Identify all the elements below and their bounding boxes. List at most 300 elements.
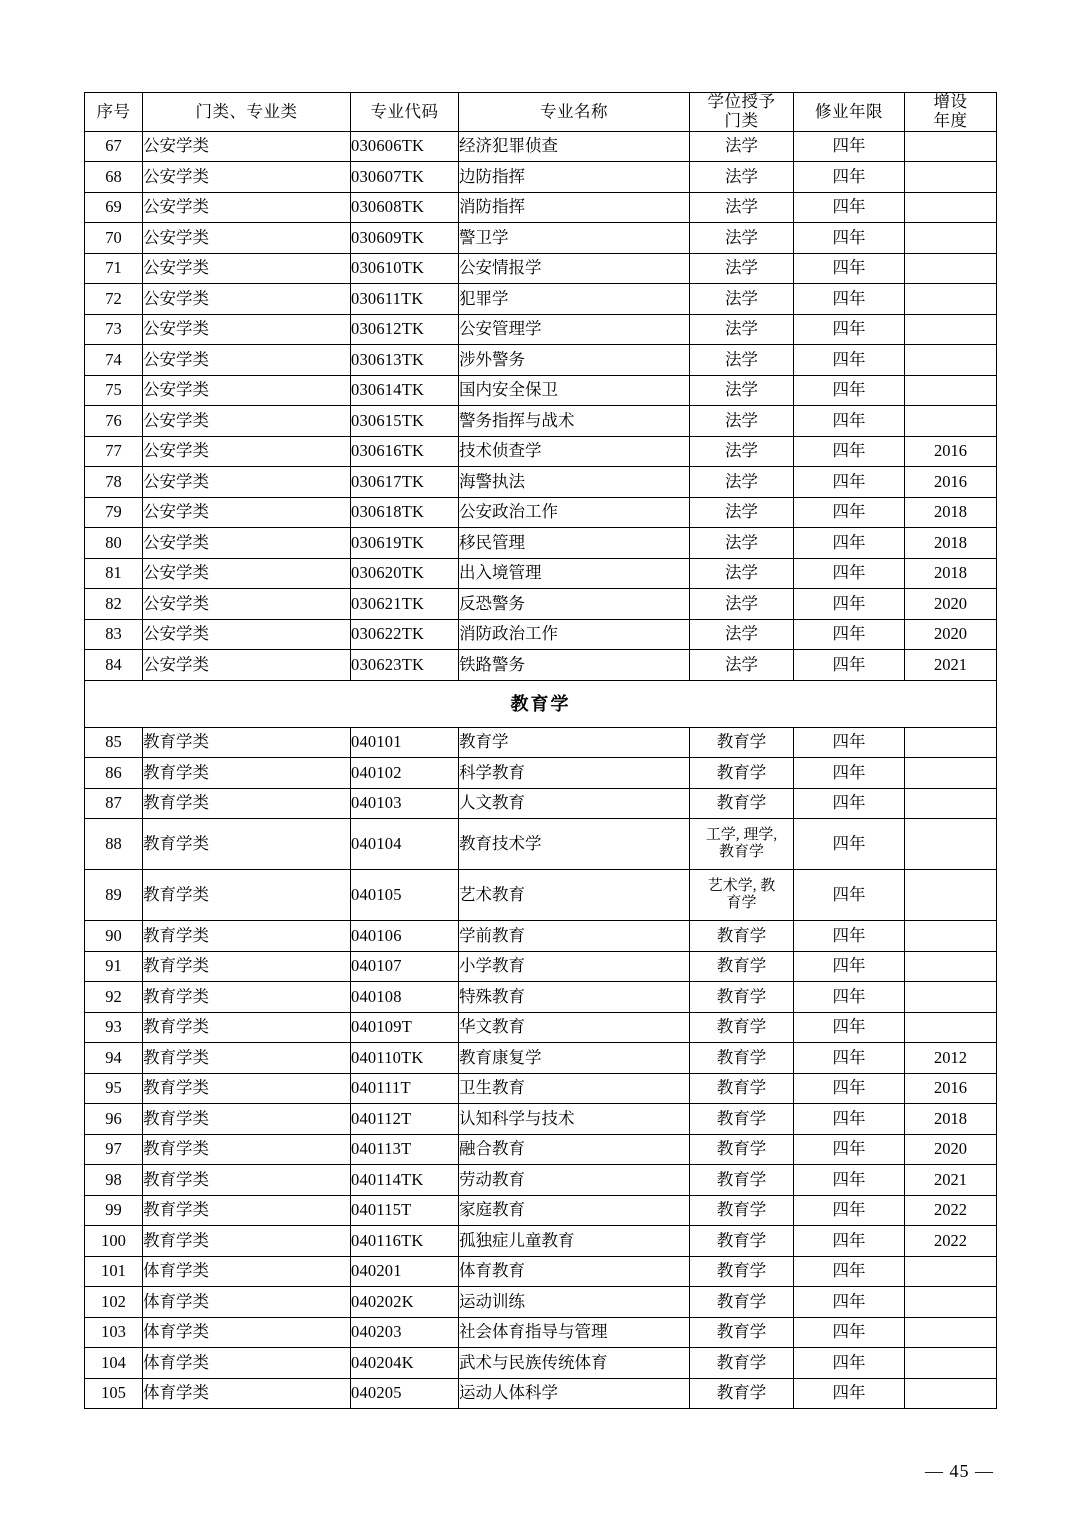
cell-degree: 法学	[690, 345, 794, 376]
cell-degree: 教育学	[690, 1226, 794, 1257]
cell-degree: 法学	[690, 436, 794, 467]
cell-seq: 67	[85, 131, 143, 162]
cell-years: 四年	[794, 1348, 905, 1379]
cell-degree: 法学	[690, 375, 794, 406]
cell-code: 030623TK	[351, 650, 459, 681]
cell-years: 四年	[794, 345, 905, 376]
table-row	[85, 819, 997, 870]
cell-added-year	[905, 406, 997, 437]
cell-added-year: 2020	[905, 589, 997, 620]
cell-seq: 82	[85, 589, 143, 620]
cell-code: 040111T	[351, 1073, 459, 1104]
cell-category: 公安学类	[143, 162, 351, 193]
cell-seq: 88	[85, 819, 143, 870]
cell-added-year	[905, 951, 997, 982]
cell-name: 公安管理学	[459, 314, 690, 345]
table-row	[85, 192, 997, 223]
cell-added-year: 2016	[905, 467, 997, 498]
cell-degree: 法学	[690, 314, 794, 345]
cell-category: 公安学类	[143, 436, 351, 467]
cell-seq: 98	[85, 1165, 143, 1196]
page-number: — 45 —	[925, 1461, 994, 1481]
header-added-line1: 增设	[933, 92, 968, 111]
cell-category: 教育学类	[143, 819, 351, 870]
cell-name: 移民管理	[459, 528, 690, 559]
cell-category: 教育学类	[143, 788, 351, 819]
table-row	[85, 406, 997, 437]
cell-degree-line: 教育学	[718, 844, 764, 861]
cell-degree: 法学	[690, 528, 794, 559]
cell-seq: 71	[85, 253, 143, 284]
header-added	[905, 93, 997, 132]
cell-years: 四年	[794, 467, 905, 498]
table-row	[85, 1287, 997, 1318]
cell-code: 040202K	[351, 1287, 459, 1318]
cell-added-year: 2018	[905, 558, 997, 589]
table-row	[85, 497, 997, 528]
cell-seq: 77	[85, 436, 143, 467]
table-row	[85, 727, 997, 758]
cell-years: 四年	[794, 1287, 905, 1318]
cell-seq: 91	[85, 951, 143, 982]
cell-category: 教育学类	[143, 1073, 351, 1104]
cell-seq: 85	[85, 727, 143, 758]
cell-name: 学前教育	[459, 921, 690, 952]
cell-seq: 92	[85, 982, 143, 1013]
cell-years: 四年	[794, 1195, 905, 1226]
cell-added-year	[905, 162, 997, 193]
header-category: 门类、专业类	[143, 93, 351, 132]
cell-degree-line: 艺术学, 教	[707, 877, 776, 894]
cell-years: 四年	[794, 1317, 905, 1348]
cell-seq: 87	[85, 788, 143, 819]
cell-years: 四年	[794, 589, 905, 620]
cell-added-year	[905, 1287, 997, 1318]
cell-seq: 81	[85, 558, 143, 589]
cell-added-year	[905, 819, 997, 870]
cell-added-year	[905, 345, 997, 376]
table-body	[85, 131, 997, 1409]
cell-seq: 86	[85, 758, 143, 789]
header-degree-line1: 学位授予	[707, 92, 776, 111]
table-row	[85, 951, 997, 982]
cell-degree: 法学	[690, 558, 794, 589]
cell-code: 030620TK	[351, 558, 459, 589]
cell-name: 经济犯罪侦查	[459, 131, 690, 162]
cell-years: 四年	[794, 1134, 905, 1165]
cell-name: 反恐警务	[459, 589, 690, 620]
cell-category: 公安学类	[143, 467, 351, 498]
cell-name: 融合教育	[459, 1134, 690, 1165]
table-row	[85, 982, 997, 1013]
cell-years: 四年	[794, 921, 905, 952]
table-row	[85, 467, 997, 498]
cell-category: 教育学类	[143, 1043, 351, 1074]
cell-category: 体育学类	[143, 1317, 351, 1348]
cell-name: 警卫学	[459, 223, 690, 254]
table-row	[85, 1012, 997, 1043]
cell-added-year	[905, 1348, 997, 1379]
cell-added-year: 2018	[905, 497, 997, 528]
cell-name: 卫生教育	[459, 1073, 690, 1104]
cell-degree: 教育学	[690, 982, 794, 1013]
cell-added-year	[905, 727, 997, 758]
cell-code: 030611TK	[351, 284, 459, 315]
cell-years: 四年	[794, 982, 905, 1013]
table-header	[85, 93, 997, 132]
cell-degree: 教育学	[690, 727, 794, 758]
cell-name: 消防指挥	[459, 192, 690, 223]
cell-degree-line: 育学	[726, 895, 757, 912]
cell-added-year: 2018	[905, 1104, 997, 1135]
cell-code: 040113T	[351, 1134, 459, 1165]
cell-added-year: 2021	[905, 650, 997, 681]
cell-degree: 教育学	[690, 1287, 794, 1318]
table-row	[85, 589, 997, 620]
cell-name: 人文教育	[459, 788, 690, 819]
cell-category: 教育学类	[143, 870, 351, 921]
cell-seq: 72	[85, 284, 143, 315]
cell-name: 教育学	[459, 727, 690, 758]
cell-added-year	[905, 788, 997, 819]
cell-seq: 90	[85, 921, 143, 952]
cell-seq: 95	[85, 1073, 143, 1104]
cell-name: 社会体育指导与管理	[459, 1317, 690, 1348]
cell-seq: 70	[85, 223, 143, 254]
cell-name: 犯罪学	[459, 284, 690, 315]
cell-code: 030622TK	[351, 619, 459, 650]
header-seq: 序号	[85, 93, 143, 132]
cell-seq: 102	[85, 1287, 143, 1318]
cell-name: 出入境管理	[459, 558, 690, 589]
cell-name: 公安情报学	[459, 253, 690, 284]
cell-category: 教育学类	[143, 1012, 351, 1043]
cell-name: 华文教育	[459, 1012, 690, 1043]
cell-years: 四年	[794, 406, 905, 437]
cell-degree: 教育学	[690, 1256, 794, 1287]
cell-years: 四年	[794, 1073, 905, 1104]
cell-seq: 97	[85, 1134, 143, 1165]
cell-years: 四年	[794, 1226, 905, 1257]
cell-name: 国内安全保卫	[459, 375, 690, 406]
table-row	[85, 375, 997, 406]
table-row	[85, 1134, 997, 1165]
cell-name: 消防政治工作	[459, 619, 690, 650]
cell-category: 教育学类	[143, 727, 351, 758]
cell-degree: 教育学	[690, 758, 794, 789]
cell-category: 公安学类	[143, 528, 351, 559]
cell-degree: 教育学	[690, 1378, 794, 1409]
cell-degree: 教育学	[690, 1134, 794, 1165]
cell-degree: 教育学	[690, 1348, 794, 1379]
cell-category: 公安学类	[143, 375, 351, 406]
cell-seq: 105	[85, 1378, 143, 1409]
cell-added-year	[905, 284, 997, 315]
header-code: 专业代码	[351, 93, 459, 132]
cell-years: 四年	[794, 1165, 905, 1196]
cell-name: 小学教育	[459, 951, 690, 982]
cell-name: 认知科学与技术	[459, 1104, 690, 1135]
cell-code: 030608TK	[351, 192, 459, 223]
cell-added-year	[905, 870, 997, 921]
cell-code: 030619TK	[351, 528, 459, 559]
header-added-line2: 年度	[933, 110, 968, 130]
cell-name: 孤独症儿童教育	[459, 1226, 690, 1257]
cell-code: 030621TK	[351, 589, 459, 620]
cell-degree: 教育学	[690, 1073, 794, 1104]
cell-code: 030618TK	[351, 497, 459, 528]
cell-name: 家庭教育	[459, 1195, 690, 1226]
table-row	[85, 436, 997, 467]
cell-degree: 法学	[690, 467, 794, 498]
table-row	[85, 1378, 997, 1409]
cell-category: 公安学类	[143, 192, 351, 223]
table-row	[85, 1226, 997, 1257]
cell-added-year	[905, 1317, 997, 1348]
cell-added-year	[905, 758, 997, 789]
cell-seq: 79	[85, 497, 143, 528]
table-row	[85, 650, 997, 681]
cell-years: 四年	[794, 758, 905, 789]
cell-category: 公安学类	[143, 253, 351, 284]
cell-category: 公安学类	[143, 558, 351, 589]
cell-years: 四年	[794, 558, 905, 589]
table-row	[85, 1104, 997, 1135]
cell-category: 教育学类	[143, 1226, 351, 1257]
cell-category: 公安学类	[143, 497, 351, 528]
cell-category: 公安学类	[143, 284, 351, 315]
cell-name: 边防指挥	[459, 162, 690, 193]
cell-added-year: 2016	[905, 436, 997, 467]
cell-category: 公安学类	[143, 314, 351, 345]
cell-category: 教育学类	[143, 1195, 351, 1226]
cell-category: 公安学类	[143, 131, 351, 162]
cell-degree: 法学	[690, 253, 794, 284]
cell-added-year	[905, 192, 997, 223]
cell-category: 教育学类	[143, 1104, 351, 1135]
cell-code: 030615TK	[351, 406, 459, 437]
cell-degree: 法学	[690, 650, 794, 681]
cell-seq: 83	[85, 619, 143, 650]
cell-code: 040201	[351, 1256, 459, 1287]
cell-years: 四年	[794, 192, 905, 223]
cell-seq: 104	[85, 1348, 143, 1379]
cell-added-year: 2022	[905, 1226, 997, 1257]
cell-seq: 80	[85, 528, 143, 559]
cell-name: 劳动教育	[459, 1165, 690, 1196]
cell-added-year	[905, 1378, 997, 1409]
cell-code: 040105	[351, 870, 459, 921]
cell-code: 030613TK	[351, 345, 459, 376]
cell-code: 040102	[351, 758, 459, 789]
cell-category: 体育学类	[143, 1348, 351, 1379]
cell-code: 040114TK	[351, 1165, 459, 1196]
cell-seq: 93	[85, 1012, 143, 1043]
cell-degree: 法学	[690, 284, 794, 315]
cell-category: 公安学类	[143, 589, 351, 620]
cell-degree: 教育学	[690, 788, 794, 819]
table-row	[85, 1195, 997, 1226]
cell-years: 四年	[794, 314, 905, 345]
cell-seq: 84	[85, 650, 143, 681]
cell-years: 四年	[794, 1378, 905, 1409]
cell-added-year: 2022	[905, 1195, 997, 1226]
cell-code: 040101	[351, 727, 459, 758]
cell-degree: 教育学	[690, 1165, 794, 1196]
cell-name: 体育教育	[459, 1256, 690, 1287]
cell-category: 体育学类	[143, 1256, 351, 1287]
header-degree	[690, 93, 794, 132]
cell-years: 四年	[794, 253, 905, 284]
cell-added-year: 2020	[905, 619, 997, 650]
cell-added-year: 2021	[905, 1165, 997, 1196]
cell-code: 030609TK	[351, 223, 459, 254]
cell-degree: 法学	[690, 162, 794, 193]
cell-code: 040103	[351, 788, 459, 819]
cell-code: 040203	[351, 1317, 459, 1348]
header-name: 专业名称	[459, 93, 690, 132]
cell-years: 四年	[794, 223, 905, 254]
cell-degree: 教育学	[690, 1104, 794, 1135]
cell-category: 教育学类	[143, 1134, 351, 1165]
cell-years: 四年	[794, 650, 905, 681]
majors-table	[84, 92, 997, 1409]
table-row	[85, 284, 997, 315]
cell-degree-line: 工学, 理学,	[705, 826, 778, 843]
cell-seq: 99	[85, 1195, 143, 1226]
cell-degree: 法学	[690, 589, 794, 620]
cell-name: 教育技术学	[459, 819, 690, 870]
cell-years: 四年	[794, 870, 905, 921]
cell-years: 四年	[794, 619, 905, 650]
table-row	[85, 314, 997, 345]
cell-added-year	[905, 375, 997, 406]
table-row	[85, 921, 997, 952]
cell-seq: 76	[85, 406, 143, 437]
cell-seq: 75	[85, 375, 143, 406]
cell-name: 科学教育	[459, 758, 690, 789]
cell-seq: 78	[85, 467, 143, 498]
table-row	[85, 1165, 997, 1196]
cell-code: 030616TK	[351, 436, 459, 467]
cell-category: 教育学类	[143, 982, 351, 1013]
cell-name: 艺术教育	[459, 870, 690, 921]
cell-category: 公安学类	[143, 345, 351, 376]
table-section-row	[85, 680, 997, 727]
table-row	[85, 162, 997, 193]
header-degree-line2: 门类	[724, 110, 759, 130]
cell-name: 警务指挥与战术	[459, 406, 690, 437]
cell-code: 040116TK	[351, 1226, 459, 1257]
cell-added-year	[905, 921, 997, 952]
cell-seq: 94	[85, 1043, 143, 1074]
table-row	[85, 253, 997, 284]
cell-years: 四年	[794, 951, 905, 982]
cell-seq: 73	[85, 314, 143, 345]
cell-category: 教育学类	[143, 921, 351, 952]
cell-years: 四年	[794, 162, 905, 193]
cell-years: 四年	[794, 819, 905, 870]
table-row	[85, 1348, 997, 1379]
cell-added-year	[905, 314, 997, 345]
cell-code: 040107	[351, 951, 459, 982]
cell-degree: 法学	[690, 223, 794, 254]
cell-name: 特殊教育	[459, 982, 690, 1013]
cell-degree: 教育学	[690, 1012, 794, 1043]
cell-category: 公安学类	[143, 650, 351, 681]
cell-added-year	[905, 131, 997, 162]
cell-years: 四年	[794, 497, 905, 528]
cell-years: 四年	[794, 788, 905, 819]
cell-code: 030606TK	[351, 131, 459, 162]
cell-category: 体育学类	[143, 1287, 351, 1318]
cell-years: 四年	[794, 727, 905, 758]
cell-added-year: 2012	[905, 1043, 997, 1074]
cell-seq: 96	[85, 1104, 143, 1135]
cell-category: 教育学类	[143, 758, 351, 789]
table-row	[85, 1256, 997, 1287]
cell-code: 040106	[351, 921, 459, 952]
cell-seq: 103	[85, 1317, 143, 1348]
table-row	[85, 619, 997, 650]
cell-code: 040108	[351, 982, 459, 1013]
cell-name: 铁路警务	[459, 650, 690, 681]
cell-category: 公安学类	[143, 406, 351, 437]
cell-name: 技术侦查学	[459, 436, 690, 467]
cell-degree: 教育学	[690, 951, 794, 982]
cell-name: 公安政治工作	[459, 497, 690, 528]
table-row	[85, 528, 997, 559]
cell-code: 040205	[351, 1378, 459, 1409]
table-row	[85, 788, 997, 819]
cell-name: 运动人体科学	[459, 1378, 690, 1409]
cell-code: 030607TK	[351, 162, 459, 193]
cell-added-year: 2016	[905, 1073, 997, 1104]
cell-seq: 89	[85, 870, 143, 921]
cell-degree: 教育学	[690, 1195, 794, 1226]
cell-category: 体育学类	[143, 1378, 351, 1409]
cell-seq: 101	[85, 1256, 143, 1287]
table-row	[85, 1317, 997, 1348]
cell-seq: 74	[85, 345, 143, 376]
cell-degree: 法学	[690, 619, 794, 650]
table-row	[85, 131, 997, 162]
table-row	[85, 558, 997, 589]
cell-name: 教育康复学	[459, 1043, 690, 1074]
table-row	[85, 1043, 997, 1074]
cell-years: 四年	[794, 1012, 905, 1043]
table-row	[85, 345, 997, 376]
cell-years: 四年	[794, 375, 905, 406]
cell-code: 040115T	[351, 1195, 459, 1226]
cell-category: 公安学类	[143, 223, 351, 254]
cell-code: 030612TK	[351, 314, 459, 345]
cell-code: 040109T	[351, 1012, 459, 1043]
cell-degree	[690, 870, 794, 921]
cell-name: 海警执法	[459, 467, 690, 498]
cell-code: 030617TK	[351, 467, 459, 498]
cell-added-year	[905, 223, 997, 254]
cell-added-year: 2018	[905, 528, 997, 559]
cell-degree: 法学	[690, 192, 794, 223]
cell-code: 030614TK	[351, 375, 459, 406]
cell-added-year	[905, 1256, 997, 1287]
cell-seq: 68	[85, 162, 143, 193]
cell-code: 040112T	[351, 1104, 459, 1135]
cell-code: 040204K	[351, 1348, 459, 1379]
cell-category: 公安学类	[143, 619, 351, 650]
cell-name: 武术与民族传统体育	[459, 1348, 690, 1379]
